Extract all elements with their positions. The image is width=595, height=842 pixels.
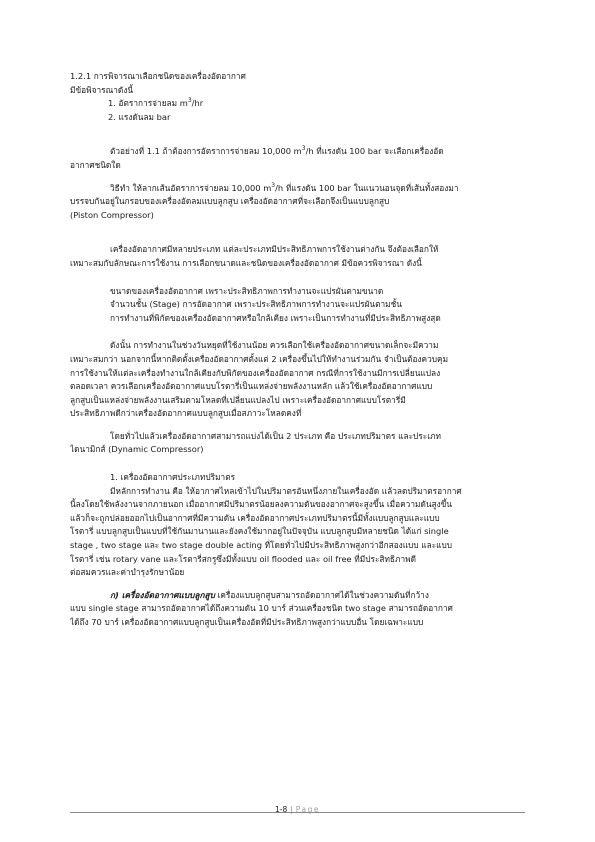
method-line-2: บรรจบกันอยู่ในกรอบของเครื่องอัดลมแบบลูกสูบ เครื่องอัดอากาศที่จะเลือกจึงเป็นแบบลูกสูบ [70, 196, 390, 207]
piston-line-3: ได้ถึง 70 บาร์ เครื่องอัดอากาศแบบลูกสูบเป็นเครื่องอัดที่มีประสิทธิภาพสูงกว่าแบบอื่น โดยเฉพาะแบบ [70, 617, 424, 627]
criteria-item-1: 1. อัตราการจ่ายลม $m^3/hr$ [108, 97, 204, 109]
criteria-intro: มีข้อพิจารณาดังนี้ [70, 84, 134, 95]
general-line-2: ไดนามิกส์ (Dynamic Compressor) [70, 444, 204, 455]
section-title: 1.2.1 การพิจารณาเลือกชนิดของเครื่องอัดอากาศ [70, 71, 246, 81]
type1-line-7: ต่อสมควรและค่าบำรุงรักษาน้อย [70, 567, 185, 578]
type1-heading: 1. เครื่องอัดอากาศประเภทปริมาตร [110, 472, 236, 483]
example-line-2: อากาศชนิดใด [70, 159, 121, 170]
usage-line-5: ลูกสูบเป็นแหล่งจ่ายพลังงานเสริมตามโหลดที่เปลี่ยนแปลงไป เพราะเครื่องอัดอากาศแบบโรตารี่มี [70, 394, 406, 405]
footer-separator: | [290, 805, 293, 814]
usage-line-3: การใช้งานให้แต่ละเครื่องทำงานใกล้เคียงกับพิกัดของเครื่องอัดอากาศ กรณีที่การใช้งานมีการเปลี่ยนแปลง [70, 367, 441, 378]
type1-line-1: มีหลักการทำงาน คือ ให้อากาศไหลเข้าไปในปริมาตรอันหนึ่งภายในเครื่องอัด แล้วลดปริมาตรอากาศ [110, 485, 462, 496]
types-line-1: เครื่องอัดอากาศมีหลายประเภท แต่ละประเภทมีประสิทธิภาพการใช้งานต่างกัน จึงต้องเลือกให้ [110, 244, 439, 255]
consideration-item-2: จำนวนชั้น (Stage) การอัดอากาศ เพราะประสิทธิภาพการทำงานจะแปรผันตามชั้น [110, 299, 402, 310]
usage-line-2: เหมาะสมกว่า นอกจากนี้หากติดตั้งเครื่องอัดอากาศตั้งแต่ 2 เครื่องขึ้นไปให้ทำงานร่วมกัน จำเป็นต้องควบคุม [70, 353, 449, 364]
page-label: Page [295, 805, 320, 814]
usage-line-6: ประสิทธิภาพดีกว่าเครื่องอัดอากาศแบบลูกสูบเมื่อสภาวะโหลดคงที่ [70, 408, 302, 419]
method-line-3: (Piston Compressor) [70, 209, 154, 220]
general-line-1: โดยทั่วไปแล้วเครื่องอัดอากาศสามารถแบ่งได้เป็น 2 ประเภท คือ ประเภทปริมาตร และประเภท [110, 430, 441, 441]
criteria-item-2: 2. แรงดันลม bar [108, 111, 171, 122]
piston-line-1: ก) เครื่องอัดอากาศแบบลูกสูบ เครื่องแบบลูกสูบสามารถอัดอากาศได้ในช่วงความดันที่กว้าง [110, 589, 429, 600]
page-footer [0, 805, 595, 814]
consideration-item-1: ขนาดของเครื่องอัดอากาศ เพราะประสิทธิภาพการทำงานจะแปรผันตามขนาด [110, 285, 384, 296]
type1-line-2: นี้ลงโดยใช้พลังงานจากภายนอก เมื่ออากาศมีปริมาตรน้อยลงความดันของอากาศจะสูงขึ้น เมื่อความดันสูงขึ้น [70, 499, 452, 510]
method-line-1: วิธีทำ ให้ลากเส้นอัตราการจ่ายลม 10,000 $m^3/h$ ที่แรงดัน 100 bar ในแนวนอนจุดที่เส้นทั้งสองมา [110, 181, 459, 193]
usage-line-1: ดังนั้น การทำงานในช่วงวันหยุดที่ใช้งานน้อย ควรเลือกใช้เครื่องอัดอากาศขนาดเล็กจะมีความ [110, 340, 439, 351]
type1-line-3: แล้วก็จะถูกปล่อยออกไปเป็นอากาศที่มีความดัน เครื่องอัดอากาศประเภทปริมาตรนี้มีทั้งแบบลูกสูบและแบบ [70, 512, 440, 523]
page-number: 1-8 [275, 805, 288, 814]
type1-line-6: โรตารี่ เช่น rotary vane และโรตารี่สกรูซึ่งมีทั้งแบบ oil flooded และ oil free ที่มีประสิทธิภาพดี [70, 553, 416, 564]
page-content [70, 70, 525, 630]
piston-line-2: แบบ single stage สามารถอัดอากาศได้ถึงความดัน 10 บาร์ ส่วนเครื่องชนิด two stage สามารถอัดอากาศ [70, 603, 453, 614]
piston-lead: ก) เครื่องอัดอากาศแบบลูกสูบ [110, 589, 215, 600]
type1-line-5: stage , two stage และ two stage double acting ที่โดยทั่วไปมีประสิทธิภาพสูงกว่าอีกสองแบบ และแบบ [70, 540, 453, 551]
example-line-1: ตัวอย่างที่ 1.1 ถ้าต้องการอัตราการจ่ายลม 10,000 $m^3/h$ ที่แรงดัน 100 bar จะเลือกเครื่องอัด [110, 145, 444, 157]
usage-line-4: ตลอดเวลา ควรเลือกเครื่องอัดอากาศแบบโรตารี่เป็นแหล่งจ่ายพลังงานหลัก แล้วใช้เครื่องอัดอากาศแบบ [70, 381, 433, 392]
type1-line-4: โรตารี่ แบบลูกสูบเป็นแบบที่ใช้กันมานานและยังคงใช้มากอยู่ในปัจจุบัน แบบลูกสูบมีหลายชนิด ได้แก่ single [70, 526, 449, 537]
types-line-2: เหมาะสมกับลักษณะการใช้งาน การเลือกขนาดและชนิดของเครื่องอัดอากาศ มีข้อควรพิจารณา ดังนี้ [70, 257, 422, 268]
consideration-item-3: การทำงานที่พิกัดของเครื่องอัดอากาศหรือใกล้เคียง เพราะเป็นการทำงานที่มีประสิทธิภาพสูงสุด [110, 312, 441, 323]
